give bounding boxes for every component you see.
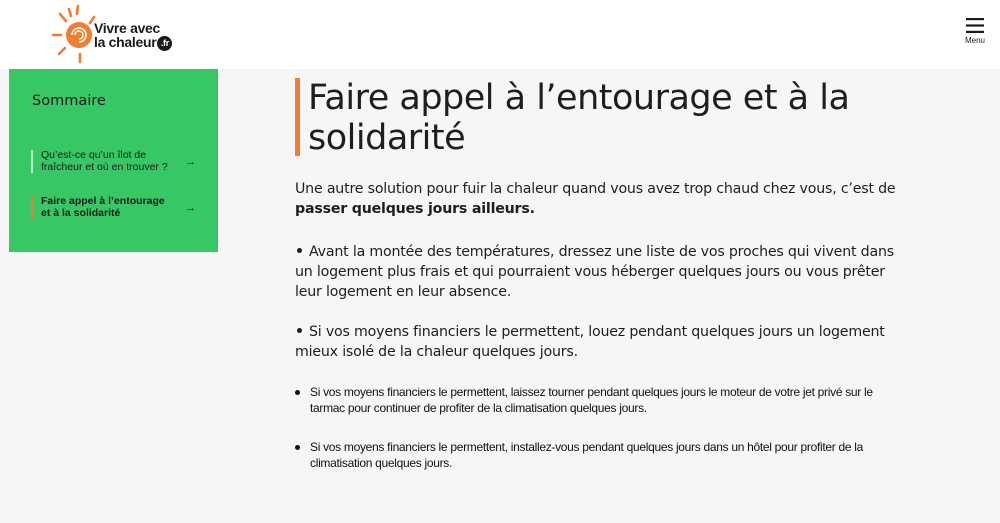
page-title-block bbox=[295, 78, 915, 158]
table-of-contents bbox=[9, 69, 218, 252]
title-accent-bar bbox=[295, 78, 300, 156]
list-item bbox=[295, 440, 895, 471]
list-item-text: Si vos moyens financiers le permettent, installez-vous pendant quelques jours dans un hôtel pour profiter de la climatisation quelques jours. bbox=[310, 440, 864, 470]
menu-label: Menu bbox=[964, 36, 985, 45]
toc-title: Sommaire bbox=[32, 93, 106, 109]
list-item-text: Avant la montée des températures, dressez une liste de vos proches qui vivent dans un logement plus frais et qui pourraient vous héberger quelques jours ou vous prêter leur logement en leur absence. bbox=[295, 244, 894, 300]
logo-fr-badge: .fr bbox=[157, 36, 172, 51]
logo-text bbox=[94, 21, 172, 51]
list-item-text: Si vos moyens financiers le permettent, laissez tourner pendant quelques jours le moteur de votre jet privé sur le tarmac pour continuer de profiter de la climatisation quelques jours. bbox=[310, 385, 873, 415]
arrow-right-icon: → bbox=[185, 155, 196, 168]
intro-paragraph bbox=[295, 179, 915, 219]
toc-item-entourage-solidarite[interactable] bbox=[31, 196, 196, 219]
toc-item-ilot-de-fraicheur[interactable] bbox=[31, 150, 196, 173]
logo-line2: la chaleur bbox=[94, 34, 157, 50]
list-item bbox=[295, 242, 915, 302]
bullet-icon bbox=[295, 445, 300, 450]
intro-text: Une autre solution pour fuir la chaleur quand vous avez trop chaud chez vous, c’est de bbox=[295, 181, 896, 197]
toc-item-label: Faire appel à l’entourage et à la solidarité bbox=[41, 195, 165, 219]
logo-line1: Vivre avec bbox=[94, 20, 161, 36]
list-item bbox=[295, 322, 915, 362]
list-item-text: Si vos moyens financiers le permettent, louez pendant quelques jours un logement mieux isolé de la chaleur quelques jours. bbox=[295, 324, 885, 360]
bullet-icon bbox=[295, 390, 300, 395]
menu-button[interactable] bbox=[959, 18, 991, 52]
hamburger-menu-icon bbox=[966, 18, 984, 33]
toc-item-label: Qu’est-ce qu’un îlot de fraîcheur et où en trouver ? bbox=[41, 149, 168, 173]
site-logo[interactable] bbox=[50, 4, 180, 64]
bullet-icon bbox=[297, 328, 302, 333]
intro-bold-text: passer quelques jours ailleurs. bbox=[295, 201, 535, 217]
bullet-icon bbox=[297, 248, 302, 253]
main-content bbox=[295, 78, 915, 470]
arrow-right-icon: → bbox=[185, 201, 196, 214]
list-item bbox=[295, 385, 895, 416]
site-header bbox=[0, 0, 1000, 69]
page-title: Faire appel à l’entourage et à la solidarité bbox=[308, 78, 850, 158]
